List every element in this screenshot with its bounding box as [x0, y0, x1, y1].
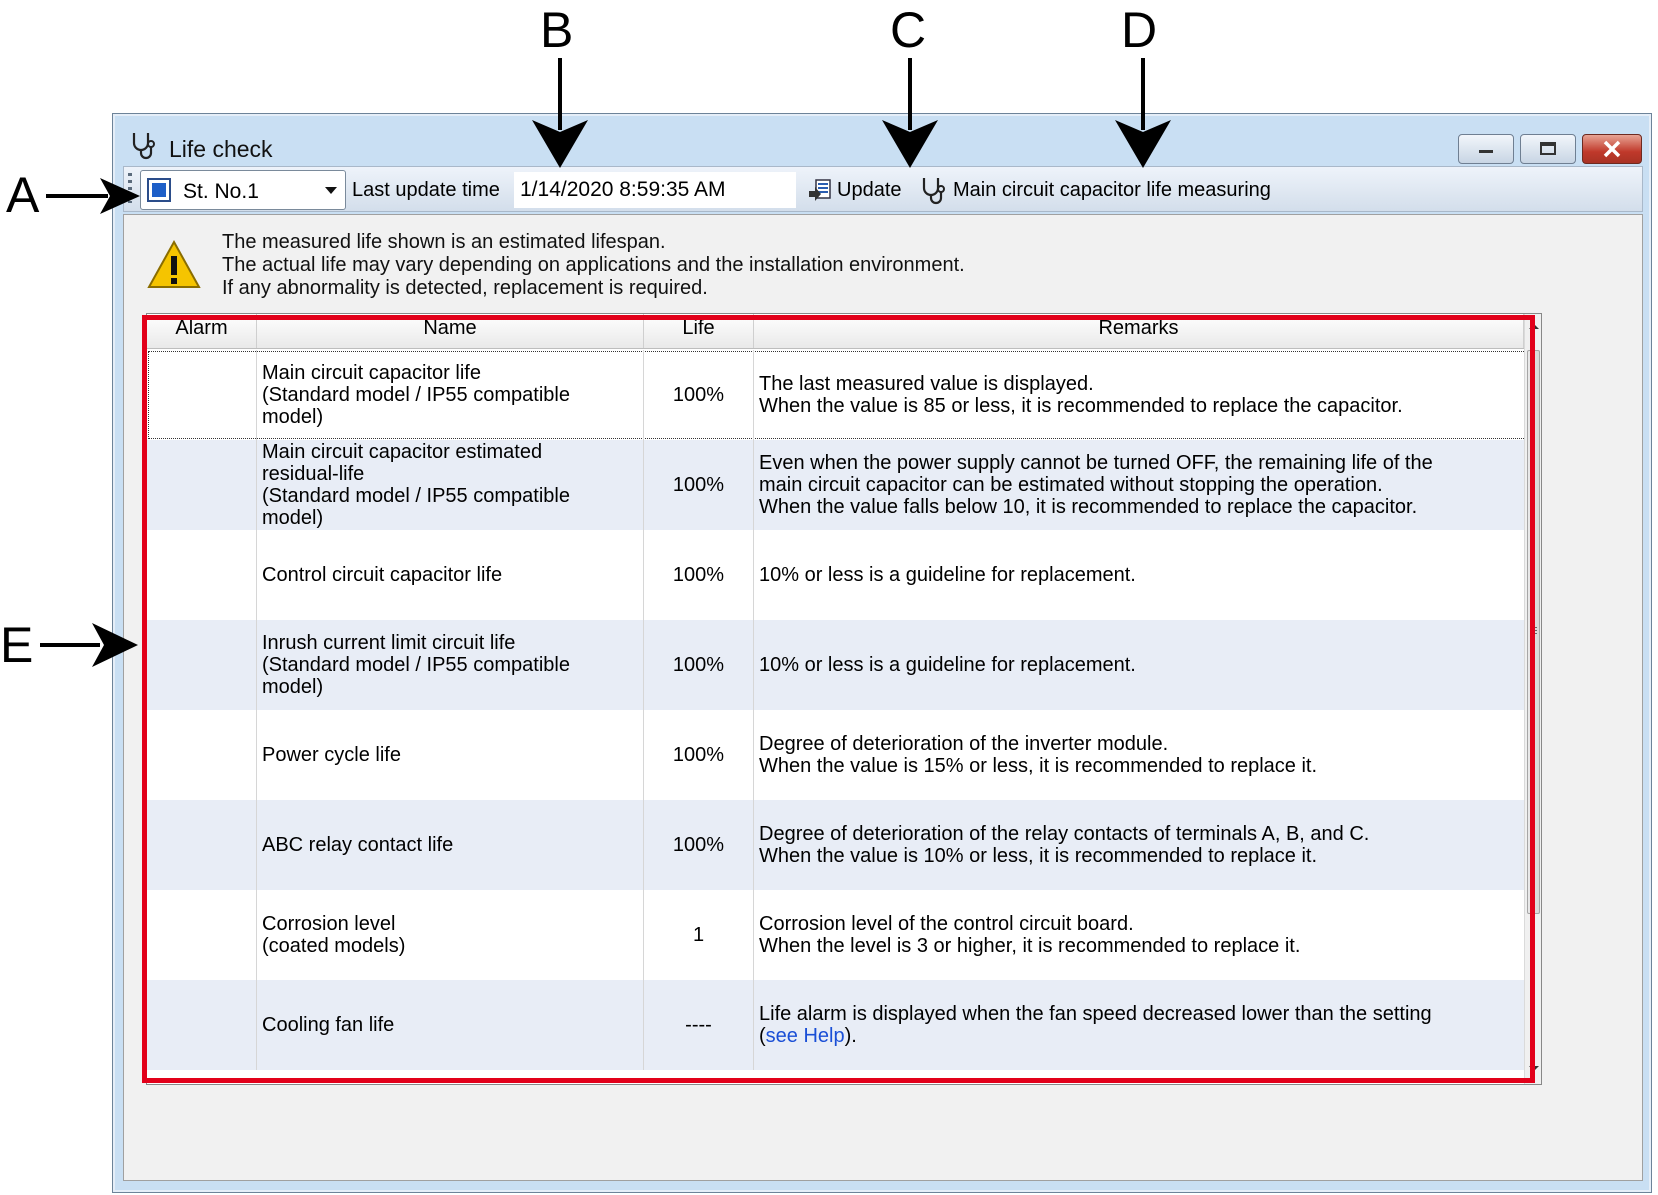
- life-cell: 100%: [644, 440, 754, 530]
- remarks-cell: Corrosion level of the control circuit board. When the level is 3 or higher, it is recommended to replace it.: [754, 890, 1541, 980]
- notice-line-1: The measured life shown is an estimated lifespan.: [222, 231, 666, 253]
- name-cell: Cooling fan life: [257, 980, 644, 1070]
- callout-label-b: B: [540, 2, 574, 58]
- name-cell: Control circuit capacitor life: [257, 530, 644, 620]
- minimize-icon: [1476, 143, 1496, 155]
- callout-label-c: C: [890, 2, 927, 58]
- life-cell: 100%: [644, 350, 754, 440]
- life-cell: ----: [644, 980, 754, 1070]
- alarm-cell: [147, 800, 257, 890]
- remarks-cell: 10% or less is a guideline for replacement.: [754, 530, 1541, 620]
- table-row[interactable]: [147, 890, 1541, 980]
- alarm-cell: [147, 890, 257, 980]
- scroll-grip-icon: [1531, 627, 1537, 636]
- maximize-icon: [1537, 141, 1559, 157]
- alarm-cell: [147, 530, 257, 620]
- table-row[interactable]: [147, 530, 1541, 620]
- window-title: Life check: [169, 136, 273, 162]
- table-row[interactable]: [147, 350, 1541, 440]
- warning-icon: [146, 239, 202, 291]
- table-row[interactable]: [147, 980, 1541, 1070]
- last-update-field: [514, 172, 796, 208]
- notice-line-3: If any abnormality is detected, replacement is required.: [222, 277, 708, 299]
- callout-label-e: E: [0, 617, 34, 673]
- alarm-cell: [147, 350, 257, 440]
- column-header-alarm[interactable]: Alarm: [147, 314, 257, 348]
- station-select[interactable]: [140, 170, 346, 210]
- name-cell: Power cycle life: [257, 710, 644, 800]
- close-icon: [1601, 140, 1623, 158]
- remarks-cell: Degree of deterioration of the inverter module. When the value is 15% or less, it is recommended to replace it.: [754, 710, 1541, 800]
- column-header-life[interactable]: Life: [644, 314, 754, 348]
- remarks-text-end: ).: [844, 1025, 857, 1047]
- remarks-cell: [754, 980, 1541, 1070]
- callout-label-d: D: [1121, 2, 1158, 58]
- table-header: [147, 314, 1541, 349]
- chevron-down-icon: [325, 187, 337, 194]
- see-help-link[interactable]: see Help: [765, 1025, 845, 1047]
- close-button[interactable]: [1582, 134, 1642, 164]
- alarm-cell: [147, 440, 257, 530]
- notice-line-2: The actual life may vary depending on applications and the installation environment.: [222, 254, 965, 276]
- table-row[interactable]: [147, 620, 1541, 710]
- alarm-cell: [147, 710, 257, 800]
- remarks-cell: Even when the power supply cannot be turned OFF, the remaining life of the main circuit capacitor can be estimated without stopping the operation. When the value falls below 10, it is recommended to replace the capacitor.: [754, 440, 1541, 530]
- column-header-name[interactable]: Name: [257, 314, 644, 348]
- life-cell: 100%: [644, 530, 754, 620]
- life-table: [146, 313, 1542, 1085]
- name-cell: Main circuit capacitor estimated residual-life (Standard model / IP55 compatible model): [257, 440, 644, 530]
- capacitor-measure-label: Main circuit capacitor life measuring: [953, 179, 1271, 201]
- table-row[interactable]: [147, 440, 1541, 530]
- notice-text: [222, 231, 965, 300]
- remarks-cell: 10% or less is a guideline for replacement.: [754, 620, 1541, 710]
- update-icon: [807, 177, 833, 203]
- scroll-down-icon[interactable]: [1529, 1066, 1539, 1071]
- life-cell: 1: [644, 890, 754, 980]
- maximize-button[interactable]: [1520, 134, 1576, 164]
- title-bar[interactable]: [113, 114, 1651, 164]
- table-row[interactable]: [147, 710, 1541, 800]
- remarks-cell: The last measured value is displayed. When the value is 85 or less, it is recommended to replace the capacitor.: [754, 350, 1541, 440]
- vertical-scrollbar[interactable]: [1524, 314, 1542, 1084]
- name-cell: ABC relay contact life: [257, 800, 644, 890]
- last-update-label: Last update time: [352, 179, 500, 201]
- scroll-thumb[interactable]: [1527, 350, 1540, 914]
- remarks-text: Life alarm is displayed when the fan speed decreased lower than the setting (: [759, 1003, 1432, 1047]
- name-cell: Main circuit capacitor life (Standard model / IP55 compatible model): [257, 350, 644, 440]
- life-cell: 100%: [644, 620, 754, 710]
- name-cell: Inrush current limit circuit life (Standard model / IP55 compatible model): [257, 620, 644, 710]
- content-pane: [123, 214, 1643, 1181]
- station-value: St. No.1: [183, 180, 259, 203]
- life-check-window: [112, 113, 1652, 1193]
- column-header-remarks[interactable]: Remarks: [754, 314, 1524, 348]
- toolbar-grip[interactable]: [128, 173, 132, 203]
- callout-label-a: A: [6, 167, 40, 223]
- stethoscope-icon: [919, 175, 949, 205]
- toolbar: [123, 166, 1643, 212]
- scroll-up-icon[interactable]: [1529, 324, 1539, 329]
- alarm-cell: [147, 980, 257, 1070]
- name-cell: Corrosion level (coated models): [257, 890, 644, 980]
- table-row[interactable]: [147, 800, 1541, 890]
- station-icon: [147, 178, 171, 202]
- life-cell: 100%: [644, 710, 754, 800]
- life-cell: 100%: [644, 800, 754, 890]
- update-label: Update: [837, 179, 902, 201]
- alarm-cell: [147, 620, 257, 710]
- remarks-cell: Degree of deterioration of the relay contacts of terminals A, B, and C. When the value is 10% or less, it is recommended to replace it.: [754, 800, 1541, 890]
- stethoscope-icon: [129, 130, 159, 160]
- minimize-button[interactable]: [1458, 134, 1514, 164]
- last-update-value: 1/14/2020 8:59:35 AM: [520, 178, 726, 201]
